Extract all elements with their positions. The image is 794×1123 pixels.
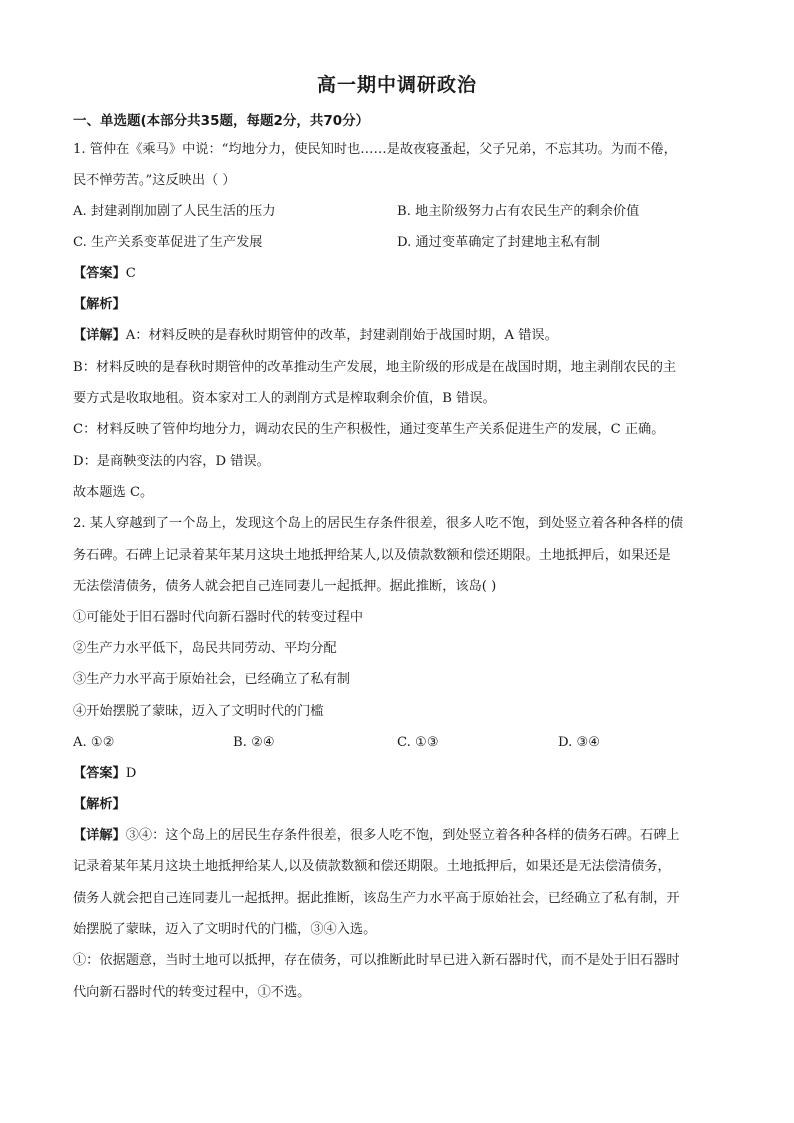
q2-statement: ②生产力水平低下，岛民共同劳动、平均分配	[73, 641, 337, 656]
q1-conclusion: 故本题选 C。	[73, 485, 154, 500]
q2-statement: ③生产力水平高于原始社会，已经确立了私有制	[73, 672, 350, 687]
q1-detail-line	[73, 327, 558, 345]
q1-option-a: A. 封建剥削加剧了人民生活的压力	[73, 204, 276, 219]
q2-detail-line: 始摆脱了蒙昧，迈入了文明时代的门槛，③④入选。	[73, 922, 377, 937]
q1-detail-line: C：材料反映了管仲均地分力，调动农民的生产积极性，通过变革生产关系促进生产的发展，C 正确。	[73, 422, 665, 437]
q2-stem-line: 无法偿清债务，债务人就会把自己连同妻儿一起抵押。据此推断，该岛( )	[73, 579, 497, 594]
q2-detail-line: 债务人就会把自己连同妻儿一起抵押。据此推断，该岛生产力水平高于原始社会，已经确立了私有制，开	[73, 891, 680, 906]
q2-answer	[73, 765, 136, 783]
analysis-tag: 【解析】	[73, 797, 126, 812]
q1-option-c: C. 生产关系变革促进了生产发展	[73, 235, 263, 250]
analysis-tag: 【解析】	[73, 297, 126, 312]
detail-text: ③④：这个岛上的居民生存条件很差，很多人吃不饱，到处竖立着各种各样的债务石碑。石碑上	[125, 828, 680, 843]
detail-tag: 【详解】	[73, 828, 126, 843]
q1-stem-line2: 民不惮劳苦。”这反映出（ ）	[73, 173, 236, 188]
q1-analysis-tag	[73, 296, 126, 314]
q2-statement: ④开始摆脱了蒙昧，迈入了文明时代的门槛	[73, 704, 324, 719]
answer-tag: 【答案】	[73, 766, 126, 781]
q2-detail-line: 代向新石器时代的转变过程中，①不选。	[73, 985, 311, 1000]
page-title: 高一期中调研政治	[316, 74, 477, 96]
q1-detail-line: 要方式是收取地租。资本家对工人的剥削方式是榨取剩余价值，B 错误。	[73, 391, 496, 406]
q2-option-b: B. ②④	[233, 735, 275, 750]
section-heading: 一、单选题(本部分共35题，每题2分，共70分）	[73, 113, 370, 129]
answer-value: D	[125, 766, 137, 781]
q1-answer	[73, 265, 136, 283]
detail-text: A：材料反映的是春秋时期管仲的改革，封建剥削始于战国时期，A 错误。	[125, 328, 558, 343]
q2-detail-line: 记录着某年某月这块土地抵押给某人,以及债款数额和偿还期限。土地抵押后，如果还是无法偿清债务，	[73, 859, 671, 874]
q2-option-d: D. ③④	[558, 735, 601, 750]
q2-option-a: A. ①②	[73, 735, 115, 750]
q2-stem-line: 务石碑。石碑上记录着某年某月这块土地抵押给某人,以及债款数额和偿还期限。土地抵押后，如果还是	[73, 548, 671, 563]
q2-stem-line: 2. 某人穿越到了一个岛上，发现这个岛上的居民生存条件很差，很多人吃不饱，到处竖立着各种各样的债	[73, 516, 684, 531]
q1-detail-line: D：是商鞅变法的内容，D 错误。	[73, 454, 270, 469]
q1-option-b: B. 地主阶级努力占有农民生产的剩余价值	[397, 204, 640, 219]
q2-detail-line: ①：依据题意，当时土地可以抵押，存在债务，可以推断此时早已进入新石器时代，而不是处于旧石器时	[73, 953, 680, 968]
answer-tag: 【答案】	[73, 266, 126, 281]
q1-option-d: D. 通过变革确定了封建地主私有制	[397, 235, 601, 250]
q1-detail-line: B：材料反映的是春秋时期管仲的改革推动生产发展，地主阶级的形成是在战国时期，地主剥削农民的主	[73, 360, 677, 375]
detail-tag: 【详解】	[73, 328, 126, 343]
answer-value: C	[125, 266, 136, 281]
q2-analysis-tag	[73, 796, 126, 814]
q2-statement: ①可能处于旧石器时代向新石器时代的转变过程中	[73, 610, 364, 625]
q2-detail-line	[73, 827, 680, 845]
q2-option-c: C. ①③	[397, 735, 439, 750]
q1-stem-line1: 1. 管仲在《乘马》中说：“均地分力，使民知时也……是故夜寝蚤起，父子兄弟，不忘其功。为而不倦，	[73, 142, 677, 157]
